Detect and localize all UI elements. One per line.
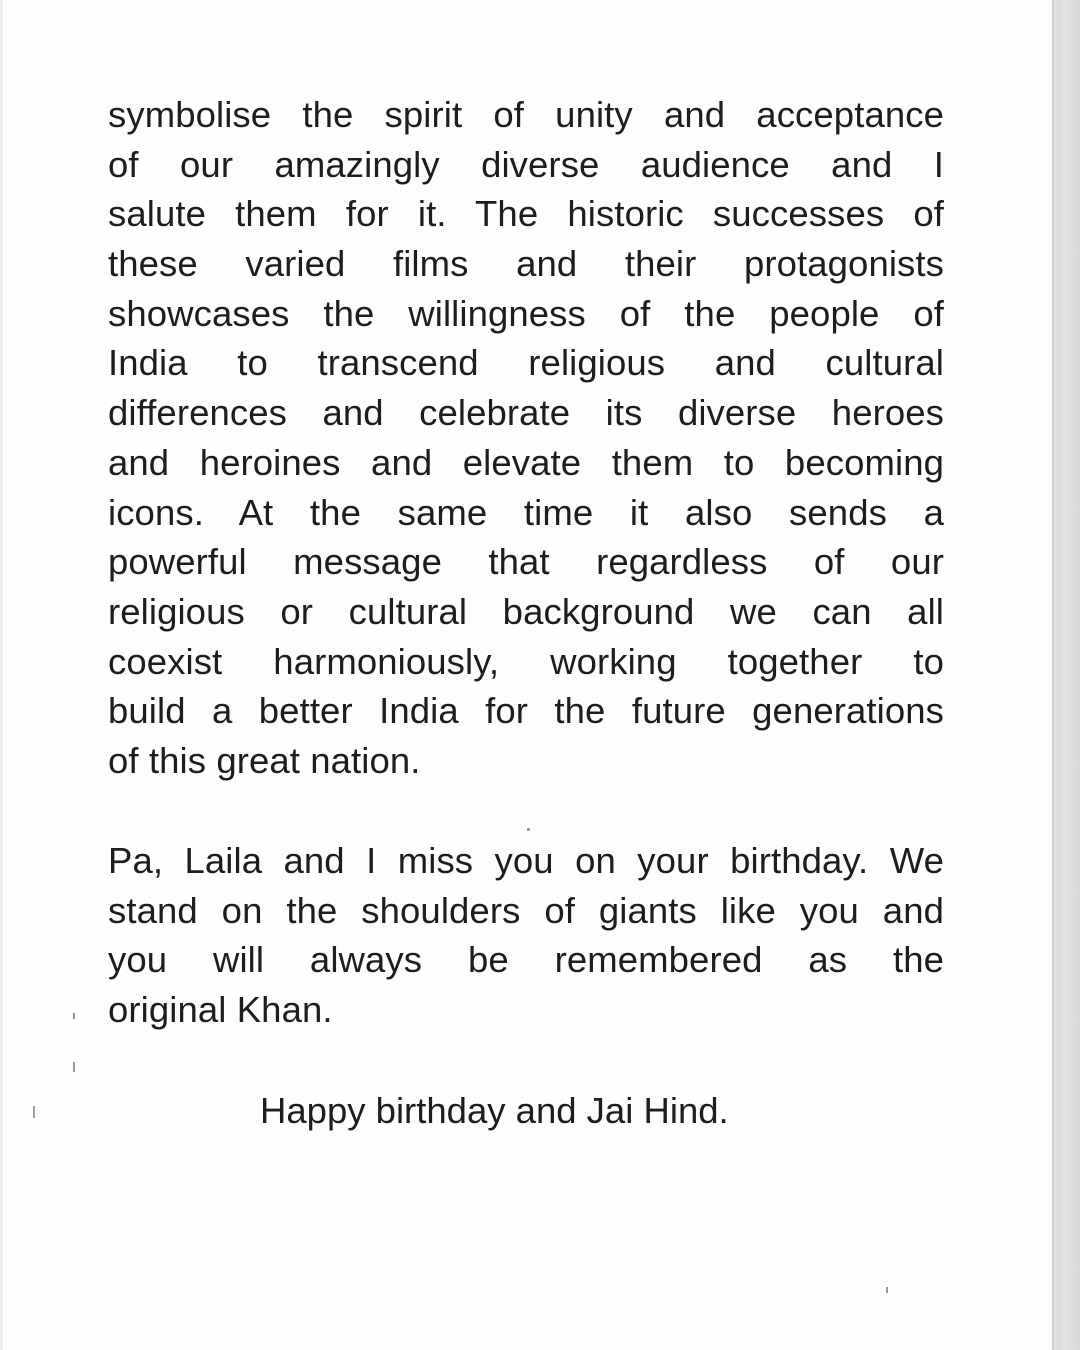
text-line: powerful message that regardless of our bbox=[108, 541, 944, 583]
text-line: build a better India for the future generations bbox=[108, 690, 944, 732]
text-line: India to transcend religious and cultural bbox=[108, 342, 944, 384]
text-line: salute them for it. The historic successes of bbox=[108, 193, 944, 235]
text-line: and heroines and elevate them to becoming bbox=[108, 441, 944, 483]
text-line: these varied films and their protagonists bbox=[108, 243, 944, 285]
text-line: symbolise the spirit of unity and acceptance bbox=[108, 94, 944, 135]
scan-speck bbox=[73, 1013, 75, 1019]
scan-speck bbox=[886, 1287, 888, 1293]
scan-speck bbox=[527, 828, 530, 831]
page-left-edge bbox=[0, 0, 3, 1350]
scan-speck bbox=[33, 1106, 35, 1118]
text-line: stand on the shoulders of giants like you and bbox=[108, 889, 944, 931]
text-line: showcases the willingness of the people of bbox=[108, 292, 944, 334]
text-line: religious or cultural background we can all bbox=[108, 590, 944, 632]
text-line: icons. At the same time it also sends a bbox=[108, 491, 944, 533]
text-line: differences and celebrate its diverse heroes bbox=[108, 392, 944, 434]
scan-speck bbox=[73, 1062, 75, 1072]
text-line: you will always be remembered as the bbox=[108, 939, 944, 981]
page-right-edge-strip bbox=[1054, 0, 1080, 1350]
text-line: original Khan. bbox=[108, 989, 333, 1031]
text-line: coexist harmoniously, working together to bbox=[108, 640, 944, 682]
text-line: of this great nation. bbox=[108, 739, 421, 781]
text-line: Pa, Laila and I miss you on your birthday. We bbox=[108, 840, 944, 881]
closing-line: Happy birthday and Jai Hind. bbox=[260, 1090, 729, 1131]
letter-paragraph-2 bbox=[108, 836, 944, 1035]
text-line: of our amazingly diverse audience and I bbox=[108, 143, 944, 185]
letter-paragraph-1 bbox=[108, 90, 944, 786]
